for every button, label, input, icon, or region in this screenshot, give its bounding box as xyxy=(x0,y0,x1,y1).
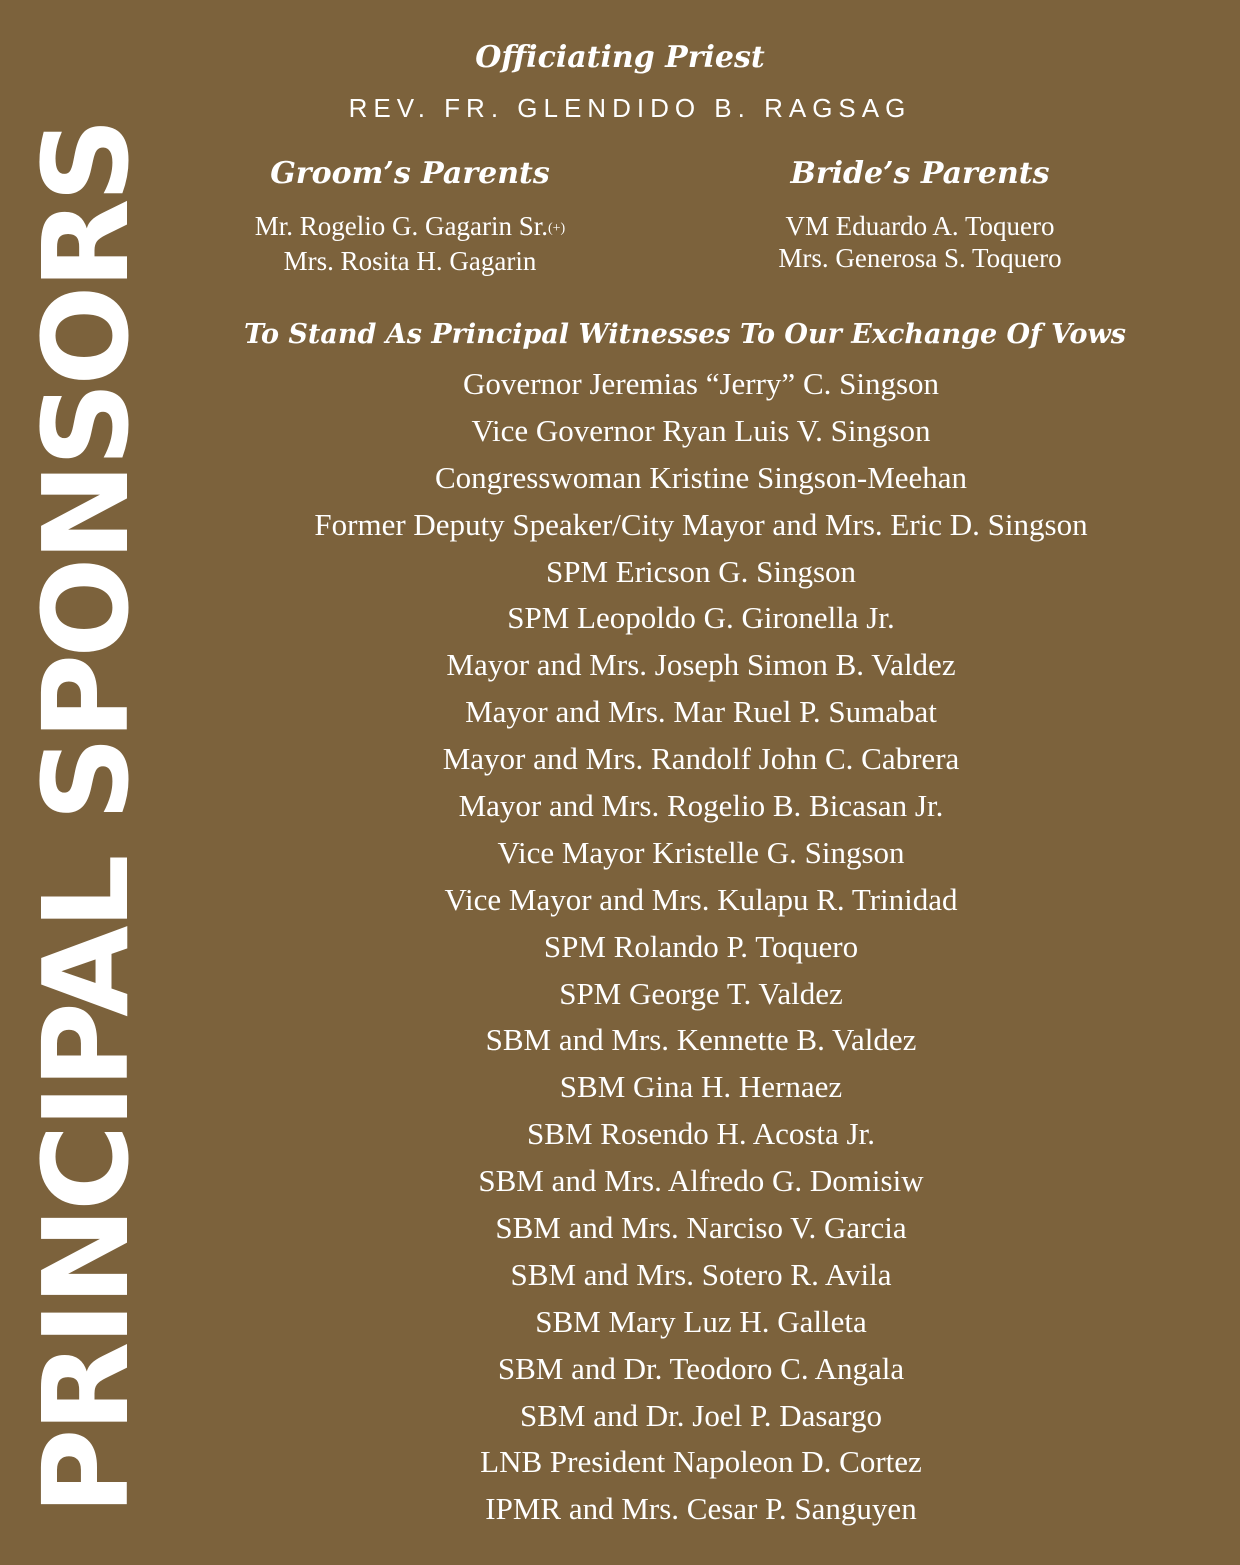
sponsor-name: SBM and Dr. Teodoro C. Angala xyxy=(497,1350,905,1386)
sponsor-name: Mayor and Mrs. Joseph Simon B. Valdez xyxy=(446,647,956,683)
sponsor-name: SBM and Mrs. Alfredo G. Domisiw xyxy=(478,1163,924,1199)
sponsor-name: Vice Mayor and Mrs. Kulapu R. Trinidad xyxy=(444,881,958,917)
sponsor-name: Mayor and Mrs. Randolf John C. Cabrera xyxy=(442,741,960,777)
bride-parents-heading: Bride’s Parents xyxy=(790,156,1050,191)
sponsor-name: SPM Rolando P. Toquero xyxy=(543,928,859,964)
sponsor-name: SBM Gina H. Hernaez xyxy=(559,1069,843,1105)
sponsor-name: IPMR and Mrs. Cesar P. Sanguyen xyxy=(485,1491,917,1527)
sponsor-name: Former Deputy Speaker/City Mayor and Mrs. Eric D. Singson xyxy=(314,506,1088,542)
bride-father-name: VM Eduardo A. Toquero xyxy=(785,211,1055,241)
sponsor-name: Mayor and Mrs. Rogelio B. Bicasan Jr. xyxy=(458,788,944,824)
sponsor-name: SBM and Mrs. Sotero R. Avila xyxy=(510,1256,892,1292)
sponsor-name: SPM Leopoldo G. Gironella Jr. xyxy=(507,600,895,636)
witnesses-heading: To Stand As Principal Witnesses To Our Exchange Of Vows xyxy=(244,319,1126,350)
side-title: PRINCIPAL SPONSORS xyxy=(17,121,155,1515)
deceased-mark: (+) xyxy=(548,221,566,236)
bride-mother-name: Mrs. Generosa S. Toquero xyxy=(778,243,1062,273)
sponsor-name: Vice Governor Ryan Luis V. Singson xyxy=(471,412,931,448)
sponsor-name: LNB President Napoleon D. Cortez xyxy=(480,1444,922,1480)
officiating-priest-name: REV. FR. GLENDIDO B. RAGSAG xyxy=(348,93,912,123)
officiating-heading: Officiating Priest xyxy=(475,40,765,75)
groom-mother-name: Mrs. Rosita H. Gagarin xyxy=(283,246,537,276)
bride-parents-section xyxy=(710,152,1130,274)
sponsor-name: Congresswoman Kristine Singson-Meehan xyxy=(434,459,968,495)
sponsor-name: SBM Mary Luz H. Galleta xyxy=(535,1303,867,1339)
sponsor-name: SBM and Dr. Joel P. Dasargo xyxy=(520,1397,882,1433)
groom-parents-heading: Groom’s Parents xyxy=(270,156,550,191)
sponsor-list xyxy=(200,361,1202,1533)
sponsor-name: Mayor and Mrs. Mar Ruel P. Sumabat xyxy=(465,694,937,730)
sponsor-name: Governor Jeremias “Jerry” C. Singson xyxy=(462,366,940,401)
sponsor-name: SBM and Mrs. Narciso V. Garcia xyxy=(495,1210,907,1246)
sponsor-name: SPM George T. Valdez xyxy=(559,975,843,1011)
groom-father-name-text: Mr. Rogelio G. Gagarin Sr. xyxy=(254,211,548,241)
groom-parents-section xyxy=(200,152,620,277)
groom-father-name xyxy=(200,210,620,245)
sponsor-name: SBM Rosendo H. Acosta Jr. xyxy=(527,1116,875,1152)
sponsor-name: SBM and Mrs. Kennette B. Valdez xyxy=(485,1022,917,1058)
sponsor-name: Vice Mayor Kristelle G. Singson xyxy=(497,834,905,870)
sponsor-name: SPM Ericson G. Singson xyxy=(545,553,857,589)
